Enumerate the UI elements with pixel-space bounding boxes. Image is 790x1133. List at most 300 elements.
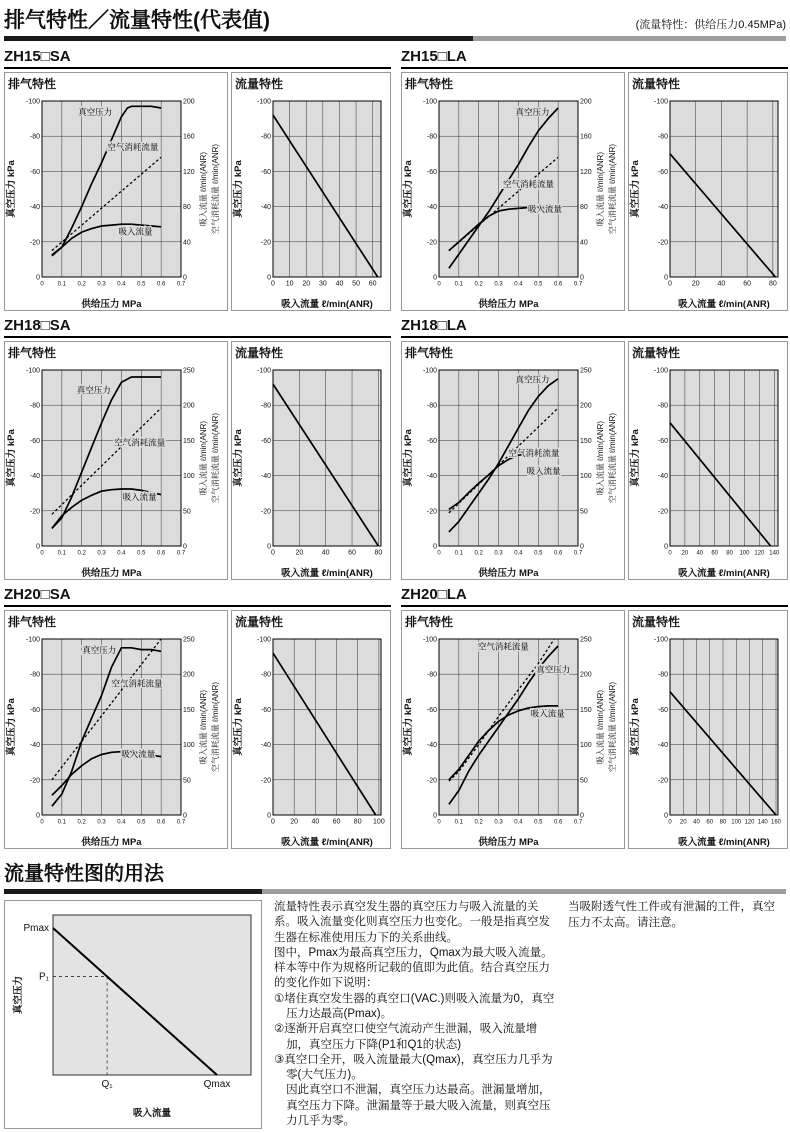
section-zh15la bbox=[401, 48, 788, 311]
svg-text:-40: -40 bbox=[29, 204, 40, 212]
svg-text:150: 150 bbox=[183, 706, 195, 714]
svg-text:空气消耗流量 ℓ/min(ANR): 空气消耗流量 ℓ/min(ANR) bbox=[211, 412, 220, 504]
svg-text:60: 60 bbox=[743, 280, 752, 288]
svg-text:吸入流量 ℓ/min(ANR): 吸入流量 ℓ/min(ANR) bbox=[596, 689, 605, 765]
flow-panel-title: 流量特性 bbox=[235, 77, 284, 91]
svg-text:0.2: 0.2 bbox=[474, 819, 483, 826]
svg-text:250: 250 bbox=[183, 367, 195, 375]
svg-text:120: 120 bbox=[580, 168, 592, 176]
svg-text:真空压力 kPa: 真空压力 kPa bbox=[630, 698, 641, 756]
svg-text:空气消耗流量: 空气消耗流量 bbox=[502, 179, 554, 190]
svg-text:0.7: 0.7 bbox=[573, 819, 583, 826]
exhaust-panel-title: 排气特性 bbox=[8, 77, 57, 91]
svg-text:吸入流量 ℓ/min(ANR): 吸入流量 ℓ/min(ANR) bbox=[281, 837, 373, 848]
svg-text:供给压力 MPa: 供给压力 MPa bbox=[478, 568, 539, 579]
svg-text:150: 150 bbox=[580, 706, 592, 714]
svg-text:真空压力 kPa: 真空压力 kPa bbox=[630, 429, 641, 487]
usage-paragraph: 图中，Pmax为最高真空压力，Qmax为最大吸入流量。样本等中作为规格所记载的值即为此值。结合真空压力的变化作如下说明： bbox=[274, 946, 553, 990]
svg-text:50: 50 bbox=[352, 280, 360, 288]
svg-text:0.2: 0.2 bbox=[474, 281, 483, 288]
svg-text:0: 0 bbox=[271, 280, 275, 288]
svg-text:真空压力 kPa: 真空压力 kPa bbox=[630, 160, 641, 218]
svg-text:真空压力: 真空压力 bbox=[76, 384, 111, 395]
svg-text:-20: -20 bbox=[260, 508, 271, 516]
svg-text:-40: -40 bbox=[260, 204, 271, 212]
svg-text:-100: -100 bbox=[653, 98, 668, 106]
flow-panel bbox=[628, 610, 788, 849]
svg-text:0.7: 0.7 bbox=[176, 550, 186, 557]
svg-text:0: 0 bbox=[40, 281, 44, 288]
svg-text:P₁: P₁ bbox=[38, 971, 49, 983]
svg-text:0.3: 0.3 bbox=[494, 281, 503, 288]
svg-text:0: 0 bbox=[271, 549, 275, 557]
section-zh18la bbox=[401, 317, 788, 580]
model-title: ZH20□LA bbox=[401, 586, 788, 607]
svg-text:吸入流量 ℓ/min(ANR): 吸入流量 ℓ/min(ANR) bbox=[678, 299, 770, 310]
usage-paragraph: 因此真空口不泄漏，真空压力达最高。泄漏量增加，真空压力下降。泄漏量等于最大吸入流量，则真空压力几乎为零。 bbox=[286, 1084, 551, 1127]
svg-text:0.6: 0.6 bbox=[156, 550, 166, 557]
svg-text:-100: -100 bbox=[256, 636, 271, 644]
exhaust-chart bbox=[402, 361, 624, 579]
svg-text:0.6: 0.6 bbox=[156, 281, 166, 288]
svg-text:0.6: 0.6 bbox=[156, 819, 166, 826]
svg-text:0.6: 0.6 bbox=[553, 819, 563, 826]
svg-text:20: 20 bbox=[679, 819, 687, 826]
svg-text:0.1: 0.1 bbox=[454, 281, 464, 288]
svg-text:-20: -20 bbox=[426, 239, 437, 247]
svg-text:80: 80 bbox=[183, 204, 191, 212]
svg-text:空气消耗流量 ℓ/min(ANR): 空气消耗流量 ℓ/min(ANR) bbox=[211, 681, 220, 773]
svg-text:-40: -40 bbox=[657, 742, 668, 750]
svg-text:0.1: 0.1 bbox=[454, 819, 464, 826]
svg-text:80: 80 bbox=[719, 819, 727, 826]
svg-text:60: 60 bbox=[348, 549, 356, 557]
svg-text:空气消耗流量: 空气消耗流量 bbox=[107, 142, 159, 153]
svg-text:80: 80 bbox=[580, 204, 588, 212]
svg-text:-100: -100 bbox=[422, 367, 437, 375]
svg-text:-40: -40 bbox=[426, 204, 437, 212]
svg-text:250: 250 bbox=[580, 367, 592, 375]
svg-text:0: 0 bbox=[668, 550, 672, 557]
svg-text:0: 0 bbox=[664, 812, 668, 820]
usage-paragraph: 流量特性表示真空发生器的真空压力与吸入流量的关系。吸入流量变化则真空压力也变化。一般是指真空发生器在标准使用压力下的关系曲线。 bbox=[274, 901, 550, 944]
svg-text:20: 20 bbox=[681, 550, 689, 557]
exhaust-panel bbox=[401, 341, 625, 580]
section-zh18sa bbox=[4, 317, 391, 580]
model-title: ZH20□SA bbox=[4, 586, 391, 607]
exhaust-panel-title: 排气特性 bbox=[405, 615, 454, 629]
svg-text:0.4: 0.4 bbox=[514, 819, 523, 826]
svg-text:0: 0 bbox=[40, 550, 44, 557]
svg-text:供给压力 MPa: 供给压力 MPa bbox=[478, 299, 539, 310]
svg-text:空气消耗流量: 空气消耗流量 bbox=[111, 678, 163, 689]
svg-text:空气消耗流量 ℓ/min(ANR): 空气消耗流量 ℓ/min(ANR) bbox=[608, 412, 617, 504]
flow-panel-title: 流量特性 bbox=[632, 615, 681, 629]
svg-text:140: 140 bbox=[757, 819, 768, 826]
svg-text:吸入流量 ℓ/min(ANR): 吸入流量 ℓ/min(ANR) bbox=[281, 568, 373, 579]
svg-text:200: 200 bbox=[580, 402, 592, 410]
svg-text:吸入流量: 吸入流量 bbox=[526, 465, 561, 476]
svg-text:真空压力 kPa: 真空压力 kPa bbox=[233, 160, 244, 218]
svg-text:0: 0 bbox=[267, 812, 271, 820]
svg-text:0.4: 0.4 bbox=[514, 281, 523, 288]
svg-text:0: 0 bbox=[580, 274, 584, 282]
svg-text:0.7: 0.7 bbox=[573, 550, 583, 557]
svg-text:供给压力 MPa: 供给压力 MPa bbox=[81, 837, 142, 848]
flow-panel bbox=[628, 72, 788, 311]
usage-rule bbox=[4, 889, 786, 894]
svg-text:真空压力: 真空压力 bbox=[515, 107, 550, 118]
svg-text:-20: -20 bbox=[657, 777, 668, 785]
svg-text:0: 0 bbox=[36, 812, 40, 820]
svg-text:120: 120 bbox=[183, 168, 195, 176]
svg-text:-100: -100 bbox=[422, 98, 437, 106]
svg-text:-20: -20 bbox=[260, 239, 271, 247]
svg-text:0.3: 0.3 bbox=[97, 281, 106, 288]
svg-text:吸入流量 ℓ/min(ANR): 吸入流量 ℓ/min(ANR) bbox=[596, 151, 605, 227]
svg-text:10: 10 bbox=[285, 280, 294, 288]
flow-panel bbox=[628, 341, 788, 580]
svg-text:20: 20 bbox=[691, 280, 700, 288]
svg-text:0.4: 0.4 bbox=[117, 819, 126, 826]
svg-text:0.7: 0.7 bbox=[176, 819, 186, 826]
svg-text:100: 100 bbox=[183, 473, 195, 481]
svg-text:120: 120 bbox=[744, 819, 755, 826]
svg-text:吸入流量: 吸入流量 bbox=[121, 748, 156, 759]
svg-text:空气消耗流量: 空气消耗流量 bbox=[477, 641, 529, 652]
svg-text:空气消耗流量 ℓ/min(ANR): 空气消耗流量 ℓ/min(ANR) bbox=[608, 681, 617, 773]
usage-step-1: ①堵住真空发生器的真空口(VAC.)则吸入流量为0，真空压力达最高(Pmax)。 bbox=[274, 992, 555, 1020]
svg-text:-100: -100 bbox=[256, 367, 271, 375]
svg-text:60: 60 bbox=[332, 818, 341, 826]
flow-chart bbox=[232, 361, 390, 579]
svg-text:空气消耗流量 ℓ/min(ANR): 空气消耗流量 ℓ/min(ANR) bbox=[608, 143, 617, 235]
svg-text:0: 0 bbox=[664, 274, 668, 282]
model-title: ZH18□SA bbox=[4, 317, 391, 338]
svg-text:0.2: 0.2 bbox=[77, 281, 86, 288]
flow-panel-title: 流量特性 bbox=[235, 615, 284, 629]
svg-text:0: 0 bbox=[580, 812, 584, 820]
svg-text:-100: -100 bbox=[25, 98, 40, 106]
svg-text:供给压力 MPa: 供给压力 MPa bbox=[478, 837, 539, 848]
model-title: ZH18□LA bbox=[401, 317, 788, 338]
svg-text:-40: -40 bbox=[260, 473, 271, 481]
svg-text:吸入流量: 吸入流量 bbox=[530, 708, 565, 719]
svg-text:-100: -100 bbox=[25, 636, 40, 644]
svg-text:空气消耗流量: 空气消耗流量 bbox=[508, 448, 560, 459]
model-sections-grid bbox=[4, 48, 786, 849]
svg-text:吸入流量 ℓ/min(ANR): 吸入流量 ℓ/min(ANR) bbox=[678, 837, 770, 848]
svg-text:Qmax: Qmax bbox=[203, 1079, 231, 1090]
svg-text:真空压力 kPa: 真空压力 kPa bbox=[6, 698, 17, 756]
svg-text:吸入流量 ℓ/min(ANR): 吸入流量 ℓ/min(ANR) bbox=[199, 151, 208, 227]
svg-text:供给压力 MPa: 供给压力 MPa bbox=[81, 299, 142, 310]
svg-text:50: 50 bbox=[183, 508, 191, 516]
svg-text:真空压力 kPa: 真空压力 kPa bbox=[233, 429, 244, 487]
svg-text:-60: -60 bbox=[426, 168, 437, 176]
svg-text:-80: -80 bbox=[260, 671, 271, 679]
svg-text:-20: -20 bbox=[426, 508, 437, 516]
svg-text:80: 80 bbox=[768, 280, 777, 288]
usage-step-3: ③真空口全开，吸入流量最大(Qmax)，真空压力几乎为零(大气压力)。 bbox=[274, 1053, 553, 1082]
svg-text:-40: -40 bbox=[657, 473, 668, 481]
svg-text:-100: -100 bbox=[256, 98, 271, 106]
svg-text:供给压力 MPa: 供给压力 MPa bbox=[81, 568, 142, 579]
svg-text:0: 0 bbox=[668, 819, 672, 826]
svg-text:160: 160 bbox=[183, 133, 195, 141]
svg-text:真空压力 kPa: 真空压力 kPa bbox=[6, 160, 17, 218]
svg-text:0.3: 0.3 bbox=[97, 819, 106, 826]
svg-text:0.1: 0.1 bbox=[57, 550, 67, 557]
svg-text:-60: -60 bbox=[260, 168, 271, 176]
svg-text:0.1: 0.1 bbox=[454, 550, 464, 557]
svg-text:0: 0 bbox=[267, 274, 271, 282]
svg-text:吸入流量 ℓ/min(ANR): 吸入流量 ℓ/min(ANR) bbox=[199, 420, 208, 496]
svg-text:0: 0 bbox=[664, 543, 668, 551]
svg-text:-80: -80 bbox=[657, 402, 668, 410]
svg-text:-40: -40 bbox=[657, 204, 668, 212]
svg-text:20: 20 bbox=[295, 549, 304, 557]
exhaust-chart bbox=[402, 630, 624, 848]
svg-text:0.5: 0.5 bbox=[534, 550, 543, 557]
svg-text:80: 80 bbox=[726, 550, 733, 557]
svg-text:-60: -60 bbox=[260, 706, 271, 714]
svg-text:0: 0 bbox=[183, 274, 187, 282]
svg-text:0: 0 bbox=[437, 550, 441, 557]
svg-text:吸入流量: 吸入流量 bbox=[118, 226, 153, 237]
svg-text:0.5: 0.5 bbox=[534, 819, 543, 826]
svg-text:-20: -20 bbox=[29, 239, 40, 247]
svg-text:0.5: 0.5 bbox=[534, 281, 543, 288]
exhaust-chart bbox=[402, 92, 624, 310]
flow-panel bbox=[231, 610, 391, 849]
svg-text:40: 40 bbox=[335, 280, 344, 288]
svg-text:40: 40 bbox=[183, 239, 191, 247]
svg-text:吸入流量 ℓ/min(ANR): 吸入流量 ℓ/min(ANR) bbox=[281, 299, 373, 310]
section-zh15sa bbox=[4, 48, 391, 311]
usage-diagram bbox=[7, 905, 259, 1119]
usage-paragraphs bbox=[274, 900, 556, 1129]
svg-text:20: 20 bbox=[290, 818, 299, 826]
svg-text:0: 0 bbox=[437, 281, 441, 288]
exhaust-panel-title: 排气特性 bbox=[8, 615, 57, 629]
svg-text:40: 40 bbox=[696, 550, 704, 557]
svg-text:250: 250 bbox=[183, 636, 195, 644]
flow-panel-title: 流量特性 bbox=[235, 346, 284, 360]
svg-text:40: 40 bbox=[717, 280, 726, 288]
svg-text:0: 0 bbox=[36, 543, 40, 551]
svg-text:-100: -100 bbox=[653, 367, 668, 375]
svg-text:真空压力: 真空压力 bbox=[78, 107, 113, 118]
svg-text:200: 200 bbox=[183, 98, 195, 106]
svg-text:-80: -80 bbox=[29, 402, 40, 410]
svg-text:-40: -40 bbox=[260, 742, 271, 750]
svg-text:0.5: 0.5 bbox=[137, 550, 146, 557]
svg-text:真空压力 kPa: 真空压力 kPa bbox=[403, 429, 414, 487]
svg-text:0.3: 0.3 bbox=[494, 819, 503, 826]
svg-text:60: 60 bbox=[706, 819, 714, 826]
svg-text:-100: -100 bbox=[25, 367, 40, 375]
svg-text:0.7: 0.7 bbox=[573, 281, 583, 288]
svg-text:-20: -20 bbox=[657, 239, 668, 247]
svg-text:100: 100 bbox=[731, 819, 742, 826]
exhaust-chart bbox=[5, 361, 227, 579]
svg-text:-60: -60 bbox=[29, 437, 40, 445]
svg-text:160: 160 bbox=[771, 819, 782, 826]
exhaust-panel bbox=[401, 610, 625, 849]
flow-chart bbox=[629, 630, 787, 848]
svg-text:吸入流量 ℓ/min(ANR): 吸入流量 ℓ/min(ANR) bbox=[199, 689, 208, 765]
svg-text:30: 30 bbox=[318, 280, 327, 288]
svg-text:0: 0 bbox=[183, 812, 187, 820]
svg-text:50: 50 bbox=[580, 777, 588, 785]
svg-text:-40: -40 bbox=[426, 742, 437, 750]
svg-text:0: 0 bbox=[267, 543, 271, 551]
svg-text:-60: -60 bbox=[657, 168, 668, 176]
svg-text:吸入流量: 吸入流量 bbox=[122, 492, 157, 503]
svg-text:-60: -60 bbox=[657, 706, 668, 714]
svg-text:40: 40 bbox=[321, 549, 330, 557]
svg-text:40: 40 bbox=[580, 239, 588, 247]
svg-text:150: 150 bbox=[183, 437, 195, 445]
svg-text:200: 200 bbox=[183, 402, 195, 410]
svg-text:200: 200 bbox=[580, 98, 592, 106]
exhaust-panel bbox=[4, 610, 228, 849]
svg-text:-60: -60 bbox=[260, 437, 271, 445]
section-zh20la bbox=[401, 586, 788, 849]
svg-text:真空压力 kPa: 真空压力 kPa bbox=[403, 698, 414, 756]
svg-text:-80: -80 bbox=[260, 402, 271, 410]
svg-text:0: 0 bbox=[40, 819, 44, 826]
svg-text:真空压力 kPa: 真空压力 kPa bbox=[233, 698, 244, 756]
svg-text:50: 50 bbox=[183, 777, 191, 785]
usage-section bbox=[4, 857, 786, 1129]
svg-text:100: 100 bbox=[373, 818, 385, 826]
svg-text:100: 100 bbox=[580, 742, 592, 750]
exhaust-panel bbox=[401, 72, 625, 311]
exhaust-panel-title: 排气特性 bbox=[405, 346, 454, 360]
svg-text:-80: -80 bbox=[29, 133, 40, 141]
page-note: (流量特性：供给压力0.45MPa) bbox=[635, 19, 786, 31]
svg-text:0.4: 0.4 bbox=[117, 550, 126, 557]
svg-text:0.2: 0.2 bbox=[77, 819, 86, 826]
svg-text:0.4: 0.4 bbox=[117, 281, 126, 288]
svg-text:0.5: 0.5 bbox=[137, 819, 146, 826]
flow-panel bbox=[231, 341, 391, 580]
svg-text:-20: -20 bbox=[29, 508, 40, 516]
usage-step-2: ②逐渐开启真空口使空气流动产生泄漏，吸入流量增加，真空压力下降(P1和Q1的状态) bbox=[274, 1023, 538, 1051]
svg-text:-80: -80 bbox=[657, 133, 668, 141]
svg-text:0: 0 bbox=[183, 543, 187, 551]
svg-text:0.1: 0.1 bbox=[57, 281, 67, 288]
page-title: 排气特性／流量特性(代表值) bbox=[4, 9, 270, 32]
svg-text:0.3: 0.3 bbox=[494, 550, 503, 557]
svg-text:150: 150 bbox=[580, 437, 592, 445]
title-rule bbox=[4, 36, 786, 41]
svg-text:-100: -100 bbox=[653, 636, 668, 644]
flow-chart bbox=[232, 630, 390, 848]
svg-text:真空压力 kPa: 真空压力 kPa bbox=[6, 429, 17, 487]
flow-chart bbox=[629, 361, 787, 579]
svg-text:-60: -60 bbox=[426, 706, 437, 714]
svg-text:0.2: 0.2 bbox=[474, 550, 483, 557]
exhaust-chart bbox=[5, 92, 227, 310]
svg-text:0.5: 0.5 bbox=[137, 281, 146, 288]
svg-text:0: 0 bbox=[433, 543, 437, 551]
svg-text:吸入流量: 吸入流量 bbox=[132, 1108, 172, 1119]
svg-text:-60: -60 bbox=[426, 437, 437, 445]
svg-text:0: 0 bbox=[433, 274, 437, 282]
svg-text:-80: -80 bbox=[29, 671, 40, 679]
exhaust-chart bbox=[5, 630, 227, 848]
svg-text:0.7: 0.7 bbox=[176, 281, 186, 288]
svg-text:-80: -80 bbox=[260, 133, 271, 141]
svg-text:真空压力 kPa: 真空压力 kPa bbox=[403, 160, 414, 218]
svg-text:吸入流量: 吸入流量 bbox=[527, 203, 562, 214]
svg-text:-40: -40 bbox=[426, 473, 437, 481]
usage-title: 流量特性图的用法 bbox=[4, 863, 164, 885]
svg-text:0.4: 0.4 bbox=[514, 550, 523, 557]
svg-text:-80: -80 bbox=[426, 671, 437, 679]
svg-text:-60: -60 bbox=[29, 706, 40, 714]
svg-text:40: 40 bbox=[311, 818, 320, 826]
svg-text:60: 60 bbox=[711, 550, 719, 557]
page-header bbox=[4, 2, 786, 34]
svg-text:100: 100 bbox=[739, 550, 750, 557]
svg-text:100: 100 bbox=[183, 742, 195, 750]
model-title: ZH15□LA bbox=[401, 48, 788, 69]
svg-text:真空压力: 真空压力 bbox=[536, 664, 571, 675]
svg-text:吸入流量 ℓ/min(ANR): 吸入流量 ℓ/min(ANR) bbox=[678, 568, 770, 579]
svg-text:80: 80 bbox=[353, 818, 362, 826]
flow-panel-title: 流量特性 bbox=[632, 346, 681, 360]
svg-text:0.3: 0.3 bbox=[97, 550, 106, 557]
svg-text:吸入流量 ℓ/min(ANR): 吸入流量 ℓ/min(ANR) bbox=[596, 420, 605, 496]
svg-text:-60: -60 bbox=[29, 168, 40, 176]
svg-text:0: 0 bbox=[36, 274, 40, 282]
svg-text:-60: -60 bbox=[657, 437, 668, 445]
svg-text:0.1: 0.1 bbox=[57, 819, 67, 826]
flow-panel bbox=[231, 72, 391, 311]
flow-panel-title: 流量特性 bbox=[632, 77, 681, 91]
svg-text:-40: -40 bbox=[29, 742, 40, 750]
svg-text:-20: -20 bbox=[260, 777, 271, 785]
exhaust-panel-title: 排气特性 bbox=[405, 77, 454, 91]
svg-text:200: 200 bbox=[183, 671, 195, 679]
flow-chart bbox=[629, 92, 787, 310]
svg-text:0: 0 bbox=[668, 280, 672, 288]
svg-text:100: 100 bbox=[580, 473, 592, 481]
svg-text:-80: -80 bbox=[426, 133, 437, 141]
usage-diagram-box bbox=[4, 900, 262, 1129]
svg-text:0.2: 0.2 bbox=[77, 550, 86, 557]
svg-text:-100: -100 bbox=[422, 636, 437, 644]
svg-text:Pmax: Pmax bbox=[23, 923, 49, 934]
svg-text:空气消耗流量: 空气消耗流量 bbox=[114, 437, 166, 448]
svg-text:-80: -80 bbox=[657, 671, 668, 679]
svg-text:160: 160 bbox=[580, 133, 592, 141]
svg-text:0: 0 bbox=[437, 819, 441, 826]
flow-chart bbox=[232, 92, 390, 310]
svg-text:40: 40 bbox=[693, 819, 700, 826]
svg-text:真空压力: 真空压力 bbox=[82, 645, 117, 656]
svg-text:Q₁: Q₁ bbox=[101, 1079, 113, 1090]
model-title: ZH15□SA bbox=[4, 48, 391, 69]
svg-text:60: 60 bbox=[368, 280, 377, 288]
svg-text:-40: -40 bbox=[29, 473, 40, 481]
svg-text:空气消耗流量 ℓ/min(ANR): 空气消耗流量 ℓ/min(ANR) bbox=[211, 143, 220, 235]
svg-text:真空压力: 真空压力 bbox=[515, 374, 550, 385]
